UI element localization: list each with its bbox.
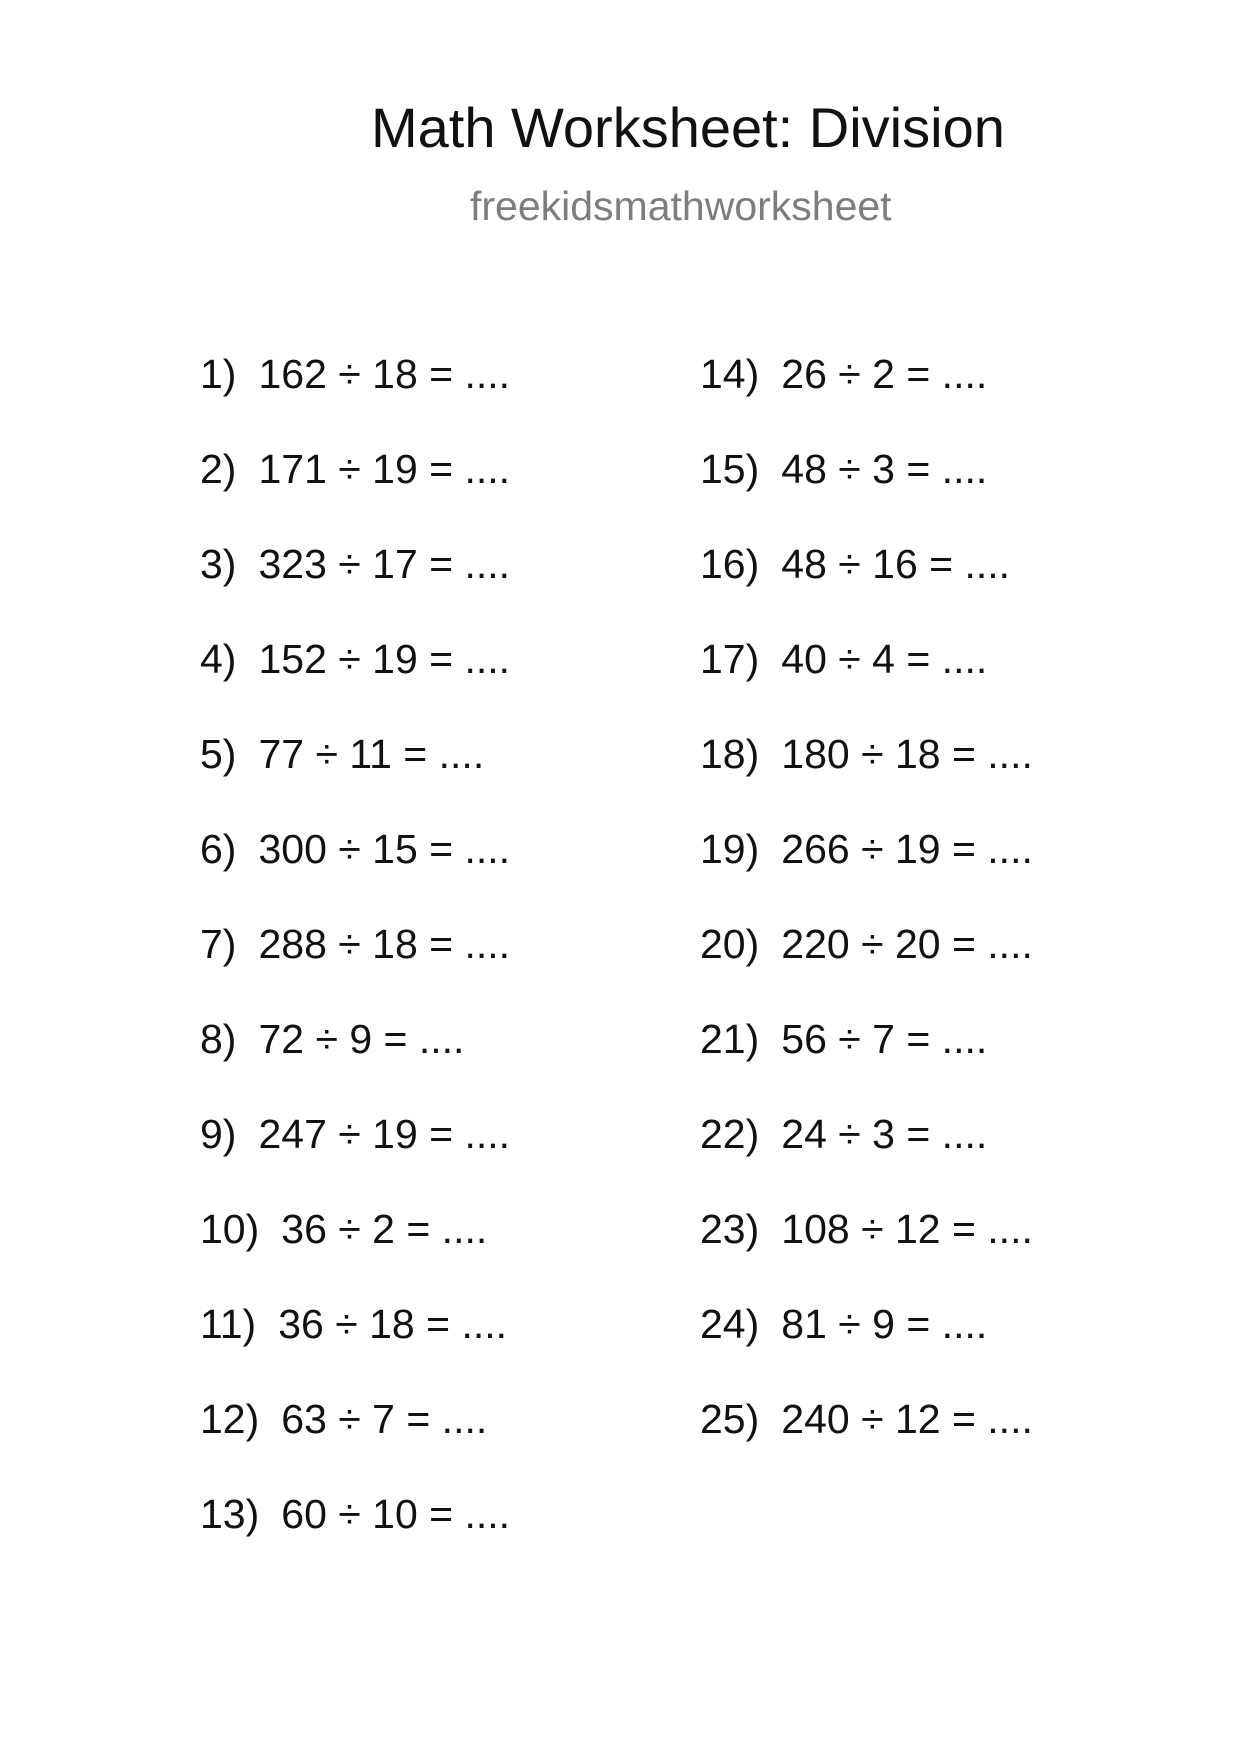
- problem-item: [700, 635, 1220, 730]
- problem-expression: 266 ÷ 19 = ....: [781, 826, 1033, 872]
- problem-expression: 180 ÷ 18 = ....: [781, 731, 1033, 777]
- problem-number: 16): [700, 541, 760, 587]
- problem-number: 22): [700, 1111, 760, 1157]
- problem-number: 21): [700, 1016, 760, 1062]
- problem-expression: 63 ÷ 7 = ....: [281, 1396, 488, 1442]
- problem-item: [200, 730, 720, 825]
- problem-expression: 162 ÷ 18 = ....: [258, 351, 511, 397]
- problem-number: 23): [700, 1206, 760, 1252]
- problem-item: [200, 635, 720, 730]
- problem-item: [200, 445, 720, 540]
- problem-number: 18): [700, 731, 760, 777]
- right-problem-column: [700, 350, 1220, 1490]
- problem-expression: 108 ÷ 12 = ....: [781, 1206, 1033, 1252]
- problem-expression: 40 ÷ 4 = ....: [781, 636, 988, 682]
- problem-number: 3): [200, 541, 237, 587]
- problem-item: [200, 1205, 720, 1300]
- problem-number: 17): [700, 636, 760, 682]
- problem-expression: 81 ÷ 9 = ....: [781, 1301, 988, 1347]
- problem-expression: 36 ÷ 18 = ....: [278, 1301, 508, 1347]
- problem-expression: 48 ÷ 16 = ....: [781, 541, 1011, 587]
- problem-expression: 247 ÷ 19 = ....: [258, 1111, 511, 1157]
- left-problem-column: [200, 350, 720, 1585]
- problem-number: 12): [200, 1396, 260, 1442]
- problem-number: 20): [700, 921, 760, 967]
- problem-number: 13): [200, 1491, 260, 1537]
- problem-number: 1): [200, 351, 237, 397]
- problem-item: [200, 1110, 720, 1205]
- problem-expression: 72 ÷ 9 = ....: [258, 1016, 465, 1062]
- problem-expression: 26 ÷ 2 = ....: [781, 351, 988, 397]
- problem-expression: 24 ÷ 3 = ....: [781, 1111, 988, 1157]
- page-subtitle: freekidsmathworksheet: [470, 183, 892, 229]
- problem-item: [200, 1490, 720, 1585]
- problem-number: 9): [200, 1111, 237, 1157]
- problem-number: 19): [700, 826, 760, 872]
- problem-item: [700, 445, 1220, 540]
- problem-expression: 56 ÷ 7 = ....: [781, 1016, 988, 1062]
- problem-item: [700, 350, 1220, 445]
- problem-expression: 300 ÷ 15 = ....: [258, 826, 511, 872]
- problem-item: [200, 825, 720, 920]
- problem-item: [700, 825, 1220, 920]
- problem-expression: 323 ÷ 17 = ....: [258, 541, 511, 587]
- problem-item: [200, 920, 720, 1015]
- problem-number: 5): [200, 731, 237, 777]
- problem-item: [700, 730, 1220, 825]
- problem-number: 8): [200, 1016, 237, 1062]
- problem-expression: 171 ÷ 19 = ....: [258, 446, 511, 492]
- problem-number: 25): [700, 1396, 760, 1442]
- problem-number: 2): [200, 446, 237, 492]
- problem-item: [700, 540, 1220, 635]
- problem-item: [700, 1300, 1220, 1395]
- problem-expression: 288 ÷ 18 = ....: [258, 921, 511, 967]
- problem-item: [700, 1015, 1220, 1110]
- problem-expression: 240 ÷ 12 = ....: [781, 1396, 1033, 1442]
- problem-number: 4): [200, 636, 237, 682]
- problem-item: [200, 540, 720, 635]
- problem-item: [700, 1110, 1220, 1205]
- problem-expression: 60 ÷ 10 = ....: [281, 1491, 511, 1537]
- problem-number: 10): [200, 1206, 260, 1252]
- problem-expression: 36 ÷ 2 = ....: [281, 1206, 488, 1252]
- problem-item: [200, 350, 720, 445]
- problem-expression: 77 ÷ 11 = ....: [258, 731, 485, 777]
- problem-expression: 220 ÷ 20 = ....: [781, 921, 1033, 967]
- problem-item: [700, 1205, 1220, 1300]
- problem-item: [200, 1395, 720, 1490]
- problem-item: [700, 920, 1220, 1015]
- problem-number: 11): [200, 1301, 257, 1347]
- problem-number: 6): [200, 826, 237, 872]
- problem-item: [200, 1300, 720, 1395]
- problem-number: 24): [700, 1301, 760, 1347]
- problem-item: [700, 1395, 1220, 1490]
- problem-number: 7): [200, 921, 237, 967]
- problem-item: [200, 1015, 720, 1110]
- problem-number: 14): [700, 351, 760, 397]
- page-title: Math Worksheet: Division: [371, 96, 1005, 159]
- problem-expression: 48 ÷ 3 = ....: [781, 446, 988, 492]
- problem-expression: 152 ÷ 19 = ....: [258, 636, 511, 682]
- problem-number: 15): [700, 446, 760, 492]
